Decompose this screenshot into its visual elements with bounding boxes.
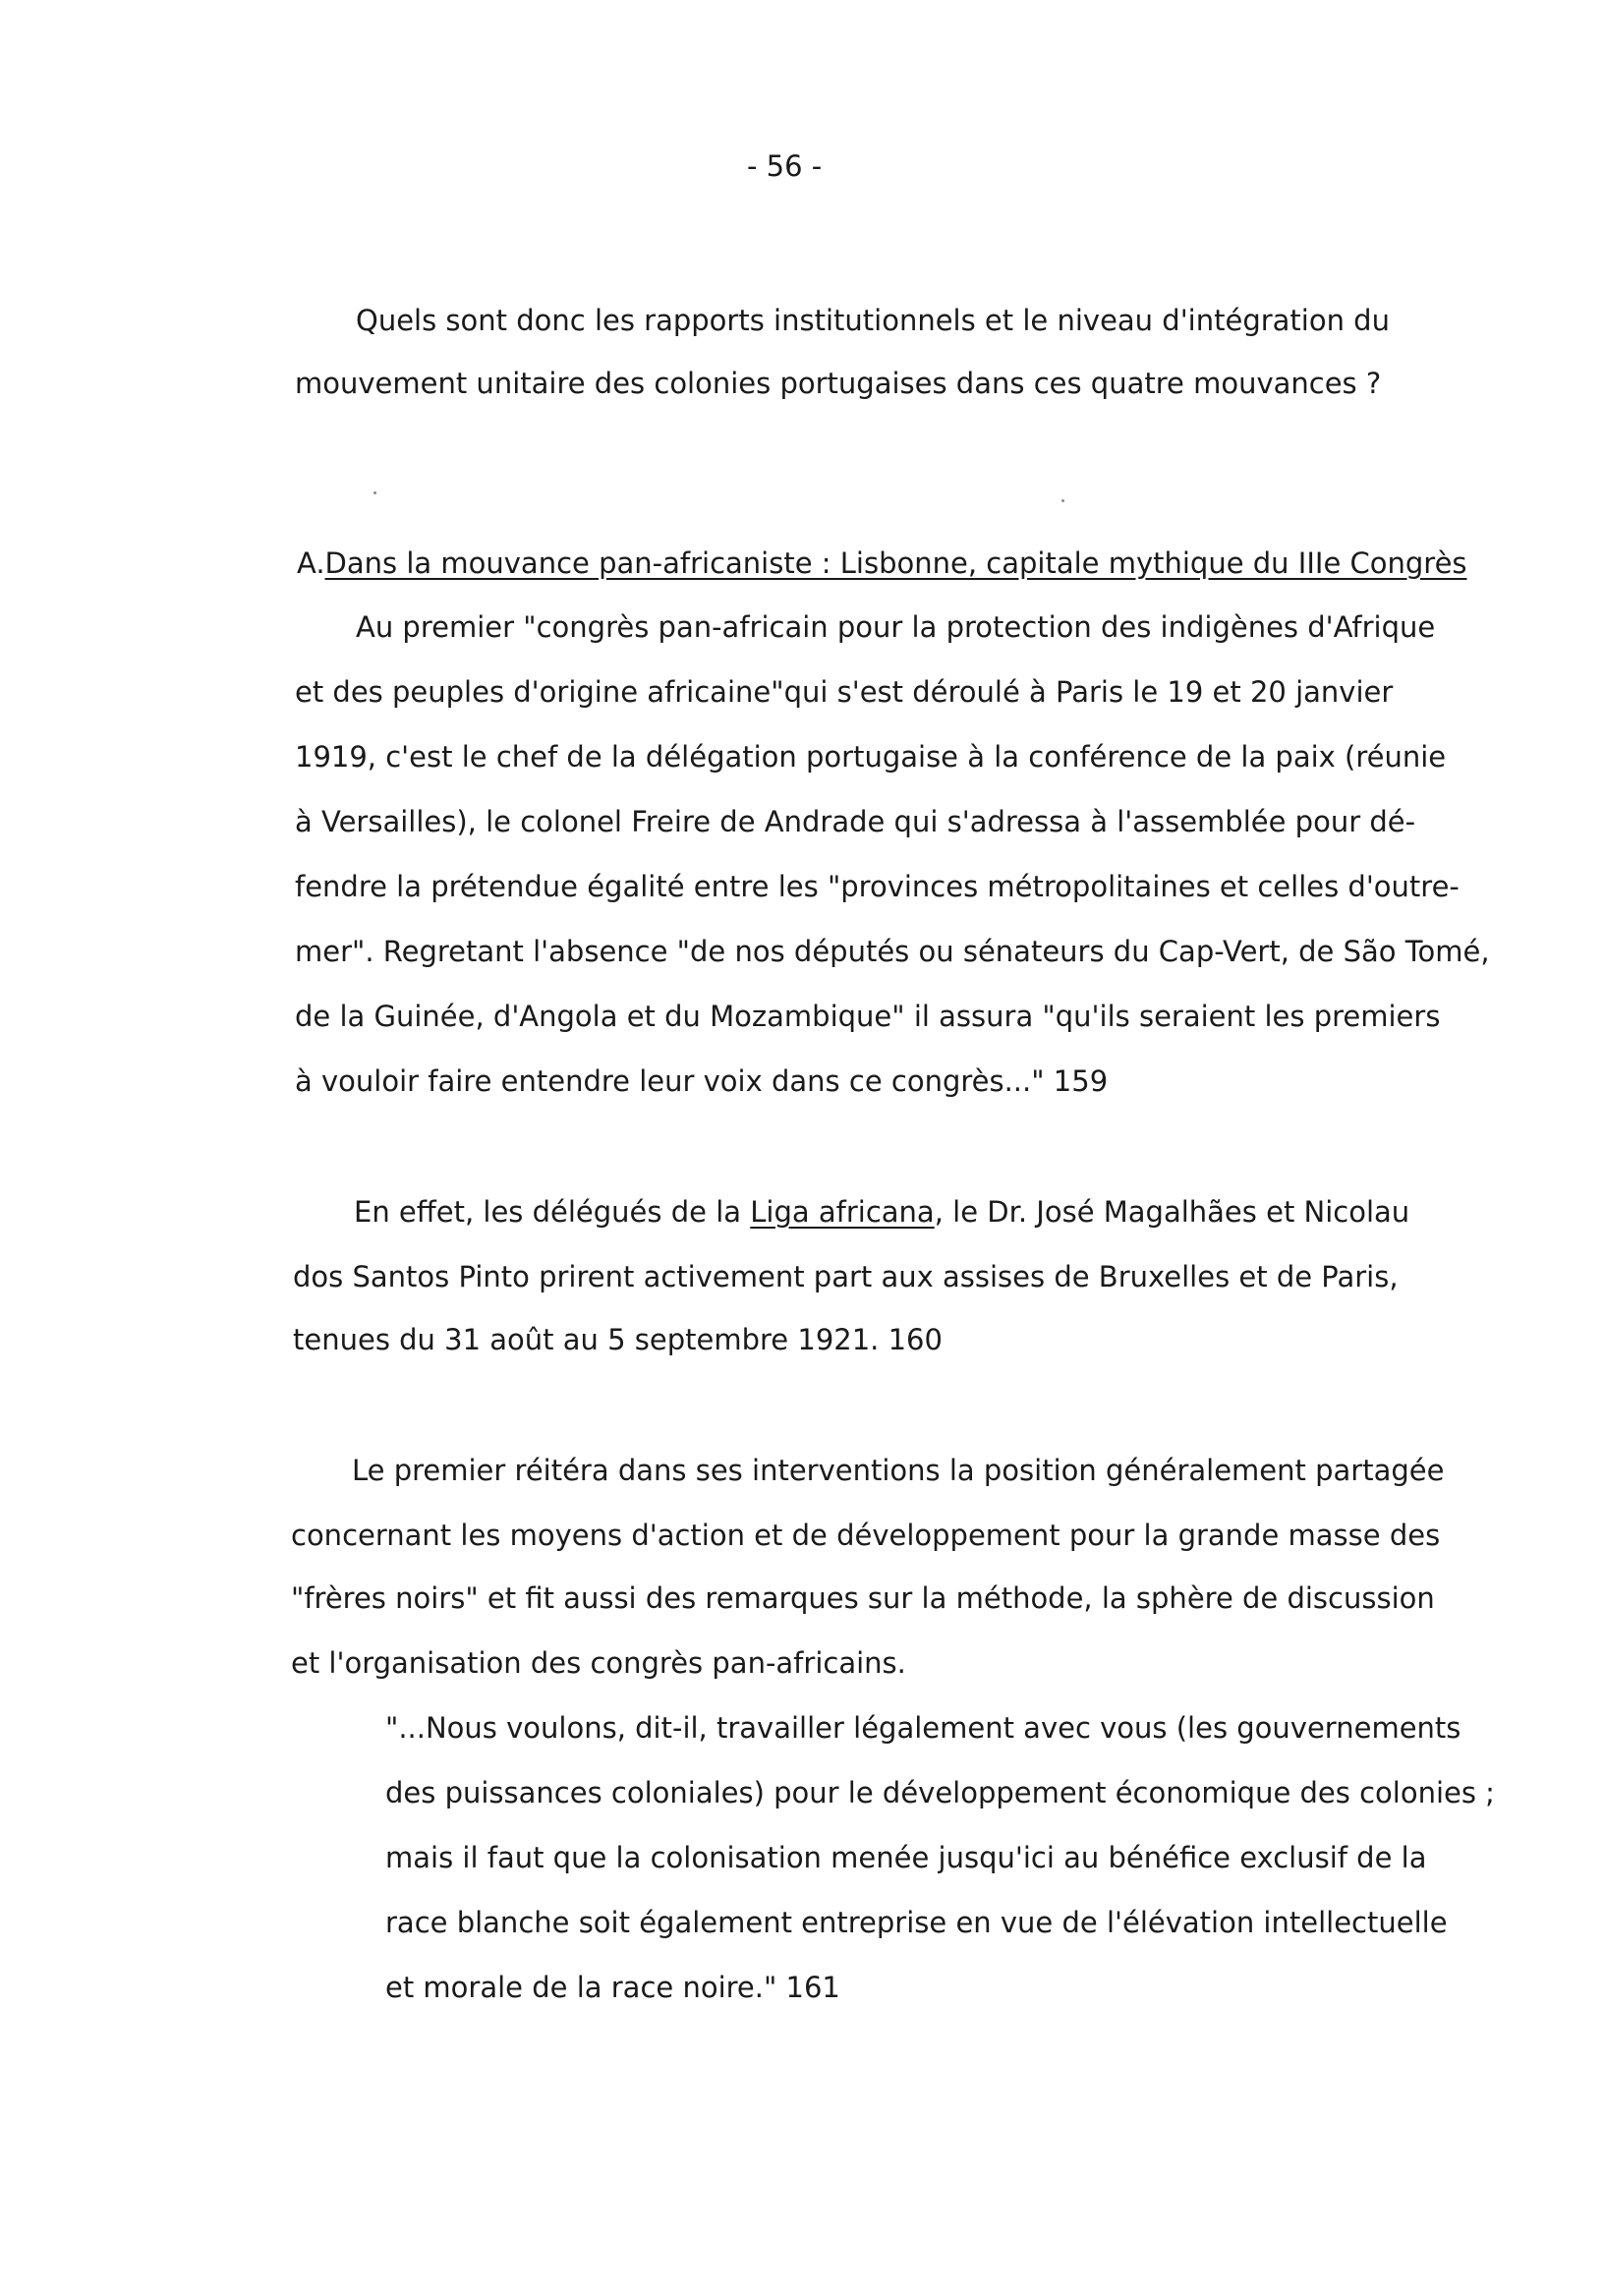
liga-africana-text: Liga africana (750, 1195, 935, 1229)
paragraph-1-line-7: de la Guinée, d'Angola et du Mozambique" il assura "qu'ils seraient les premiers (295, 1000, 1441, 1033)
intro-line-2: mouvement unitaire des colonies portugaises dans ces quatre mouvances ? (295, 367, 1382, 400)
paragraph-1-line-8: à vouloir faire entendre leur voix dans ce congrès..." 159 (295, 1064, 1109, 1098)
paragraph-2-line-3: tenues du 31 août au 5 septembre 1921. 160 (293, 1323, 943, 1356)
paragraph-1-line-1: Au premier "congrès pan-africain pour la protection des indigènes d'Afrique (356, 610, 1436, 644)
paragraph-3-line-2: concernant les moyens d'action et de développement pour la grande masse des (291, 1519, 1441, 1552)
paragraph-1-line-2: et des peuples d'origine africaine"qui s'est déroulé à Paris le 19 et 20 janvier (295, 675, 1394, 709)
paragraph-3-line-3: "frères noirs" et fit aussi des remarques sur la méthode, la sphère de discussion (291, 1581, 1435, 1615)
paragraph-1-line-5: fendre la prétendue égalité entre les "provinces métropolitaines et celles d'outre- (295, 870, 1460, 903)
section-heading (297, 545, 1467, 581)
paragraph-2-text-after: , le Dr. José Magalhães et Nicolau (934, 1195, 1410, 1229)
quote-line-4: race blanche soit également entreprise en vue de l'élévation intellectuelle (385, 1906, 1448, 1939)
paragraph-1-line-4: à Versailles), le colonel Freire de Andrade qui s'adressa à l'assemblée pour dé- (295, 805, 1416, 838)
scan-speck (373, 491, 376, 494)
paragraph-1-line-3: 1919, c'est le chef de la délégation portugaise à la conférence de la paix (réunie (295, 740, 1447, 774)
paragraph-2-line-1 (354, 1194, 1409, 1230)
scan-speck (1061, 499, 1064, 502)
paragraph-2-line-2: dos Santos Pinto prirent activement part aux assises de Bruxelles et de Paris, (293, 1260, 1399, 1293)
quote-line-1: "...Nous voulons, dit-il, travailler légalement avec vous (les gouvernements (385, 1711, 1461, 1745)
paragraph-3-line-4: et l'organisation des congrès pan-africains. (291, 1646, 906, 1680)
quote-line-2: des puissances coloniales) pour le développement économique des colonies ; (385, 1776, 1495, 1809)
section-title: Dans la mouvance pan-africaniste : Lisbonne, capitale mythique du IIIe Congrès (324, 546, 1467, 580)
paragraph-1-line-6: mer". Regretant l'absence "de nos députés ou sénateurs du Cap-Vert, de São Tomé, (295, 935, 1490, 968)
quote-line-3: mais il faut que la colonisation menée jusqu'ici au bénéfice exclusif de la (385, 1841, 1427, 1874)
quote-line-5: et morale de la race noire." 161 (385, 1971, 840, 2004)
intro-line-1: Quels sont donc les rapports institutionnels et le niveau d'intégration du (356, 304, 1390, 337)
paragraph-3-line-1: Le premier réitéra dans ses interventions la position généralement partagée (352, 1454, 1445, 1487)
page-number: - 56 - (747, 149, 823, 183)
section-prefix: A. (297, 546, 325, 580)
paragraph-2-text-before: En effet, les délégués de la (354, 1195, 751, 1229)
